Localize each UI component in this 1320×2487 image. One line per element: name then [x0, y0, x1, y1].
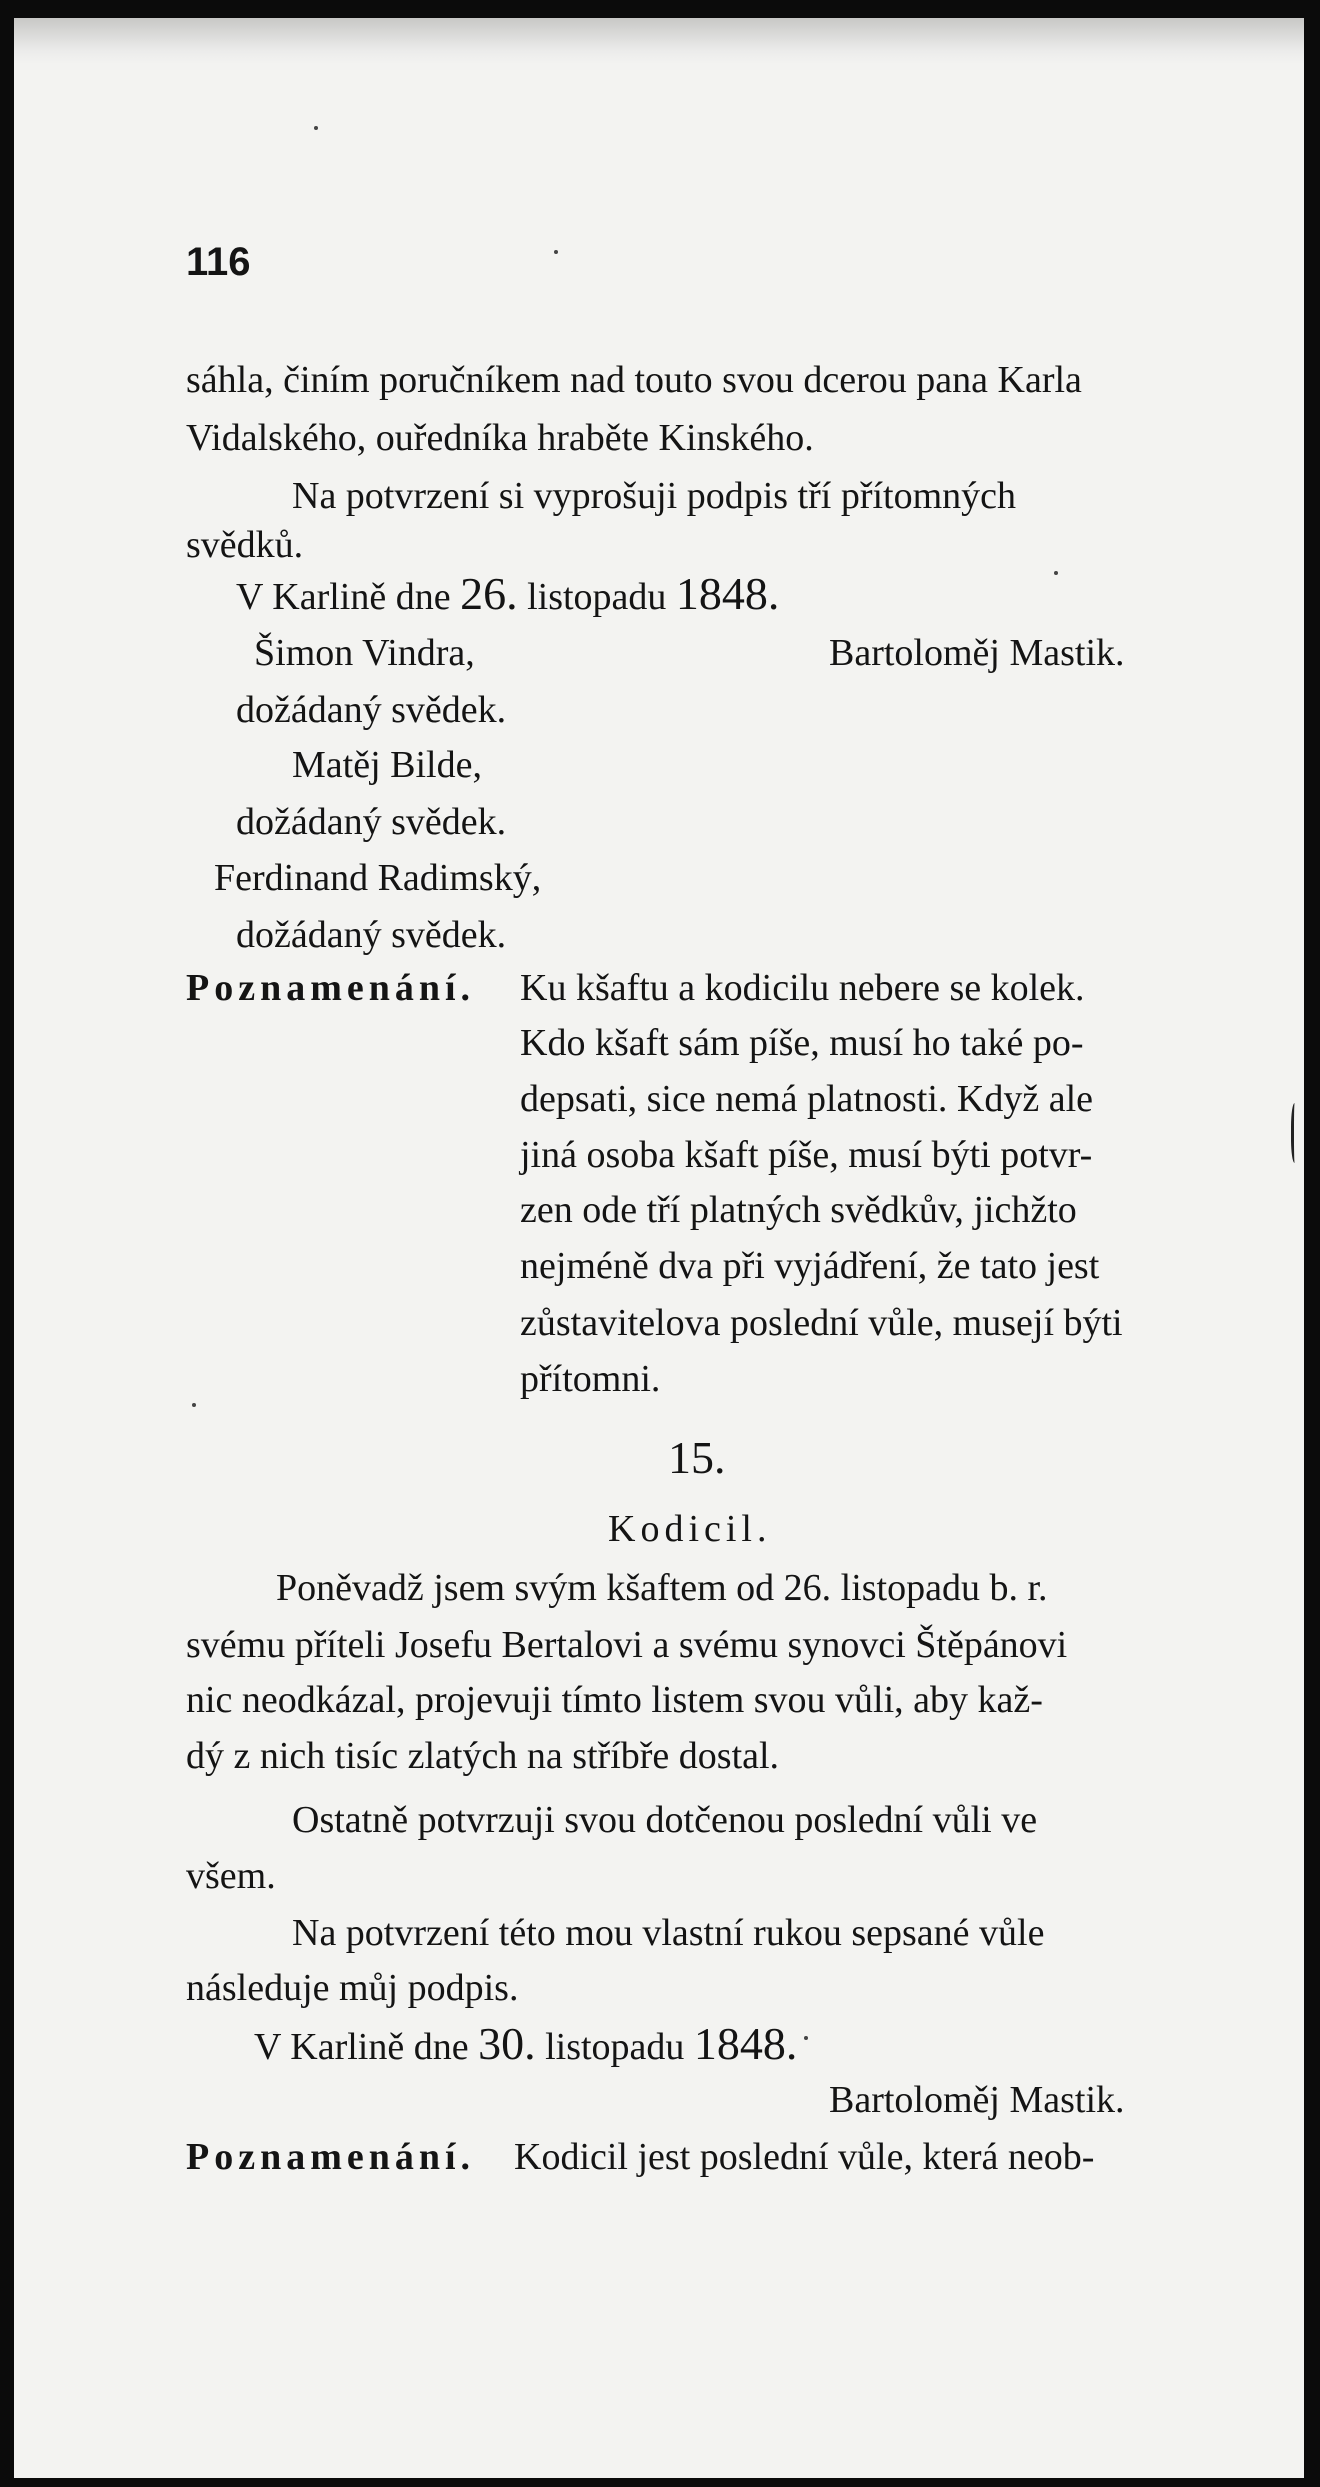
note-line: přítomni. — [520, 1358, 661, 1400]
note-line: nejméně dva při vyjádření, že tato jest — [520, 1245, 1100, 1287]
note-line: Kodicil jest poslední vůle, která neob- — [514, 2136, 1095, 2178]
witness-1-role: dožádaný svědek. — [236, 689, 507, 731]
page-edge-mark — [1291, 1103, 1300, 1163]
date-line — [254, 2018, 798, 2069]
witness-2-name: Matěj Bilde, — [292, 744, 482, 786]
note-line: zen ode tří platných svědkův, jichžto — [520, 1189, 1077, 1231]
codicil-line: následuje můj podpis. — [186, 1967, 519, 2009]
page-number: 116 — [186, 240, 251, 284]
codicil-line: nic neodkázal, projevuji tímto listem svou vůli, aby kaž- — [186, 1679, 1043, 1721]
text-line: Na potvrzení si vyprošuji podpis tří přítomných — [292, 475, 1017, 517]
speck — [192, 1403, 196, 1407]
witness-3-role: dožádaný svědek. — [236, 914, 507, 956]
date-prefix: V Karlině dne — [254, 2026, 469, 2068]
date-year: 1848. — [675, 568, 780, 619]
date-year: 1848. — [693, 2018, 798, 2069]
codicil-line: Poněvadž jsem svým kšaftem od 26. listopadu b. r. — [276, 1567, 1048, 1609]
witness-3-name: Ferdinand Radimský, — [214, 857, 542, 899]
text-line: Vidalského, ouředníka hraběte Kinského. — [186, 417, 814, 459]
codicil-line: všem. — [186, 1855, 276, 1897]
section-number: 15. — [668, 1432, 726, 1483]
book-page — [14, 18, 1304, 2478]
codicil-signature: Bartoloměj Mastik. — [829, 2079, 1125, 2121]
speck — [554, 250, 558, 254]
testator-signature: Bartoloměj Mastik. — [829, 632, 1125, 674]
witness-2-role: dožádaný svědek. — [236, 801, 507, 843]
codicil-line: svému příteli Josefu Bertalovi a svému synovci Štěpánovi — [186, 1624, 1068, 1666]
speck — [804, 2036, 808, 2040]
section-title: Kodicil. — [608, 1508, 772, 1550]
text-line: sáhla, činím poručníkem nad touto svou dcerou pana Karla — [186, 359, 1082, 401]
speck — [314, 126, 318, 130]
scan-shadow — [14, 18, 1304, 64]
date-month: listopadu — [545, 2026, 685, 2068]
date-prefix: V Karlině dne — [236, 576, 451, 618]
note-line: Kdo kšaft sám píše, musí ho také po- — [520, 1022, 1084, 1064]
witness-1-name: Šimon Vindra, — [254, 632, 475, 674]
date-month: listopadu — [527, 576, 667, 618]
speck — [1054, 571, 1058, 575]
note-line: depsati, sice nemá platnosti. Když ale — [520, 1078, 1093, 1120]
date-line — [236, 568, 780, 619]
date-day: 30. — [478, 2018, 536, 2069]
codicil-line: dý z nich tisíc zlatých na stříbře dostal. — [186, 1735, 780, 1777]
note-line: zůstavitelova poslední vůle, musejí býti — [520, 1302, 1123, 1344]
text-line: svědků. — [186, 524, 304, 566]
date-day: 26. — [460, 568, 518, 619]
note-label: Poznamenání. — [186, 2136, 476, 2178]
note-label: Poznamenání. — [186, 967, 476, 1009]
note-line: Ku kšaftu a kodicilu nebere se kolek. — [520, 967, 1085, 1009]
codicil-line: Na potvrzení této mou vlastní rukou sepsané vůle — [292, 1912, 1045, 1954]
note-line: jiná osoba kšaft píše, musí býti potvr- — [520, 1134, 1093, 1176]
codicil-line: Ostatně potvrzuji svou dotčenou poslední vůli ve — [292, 1799, 1038, 1841]
